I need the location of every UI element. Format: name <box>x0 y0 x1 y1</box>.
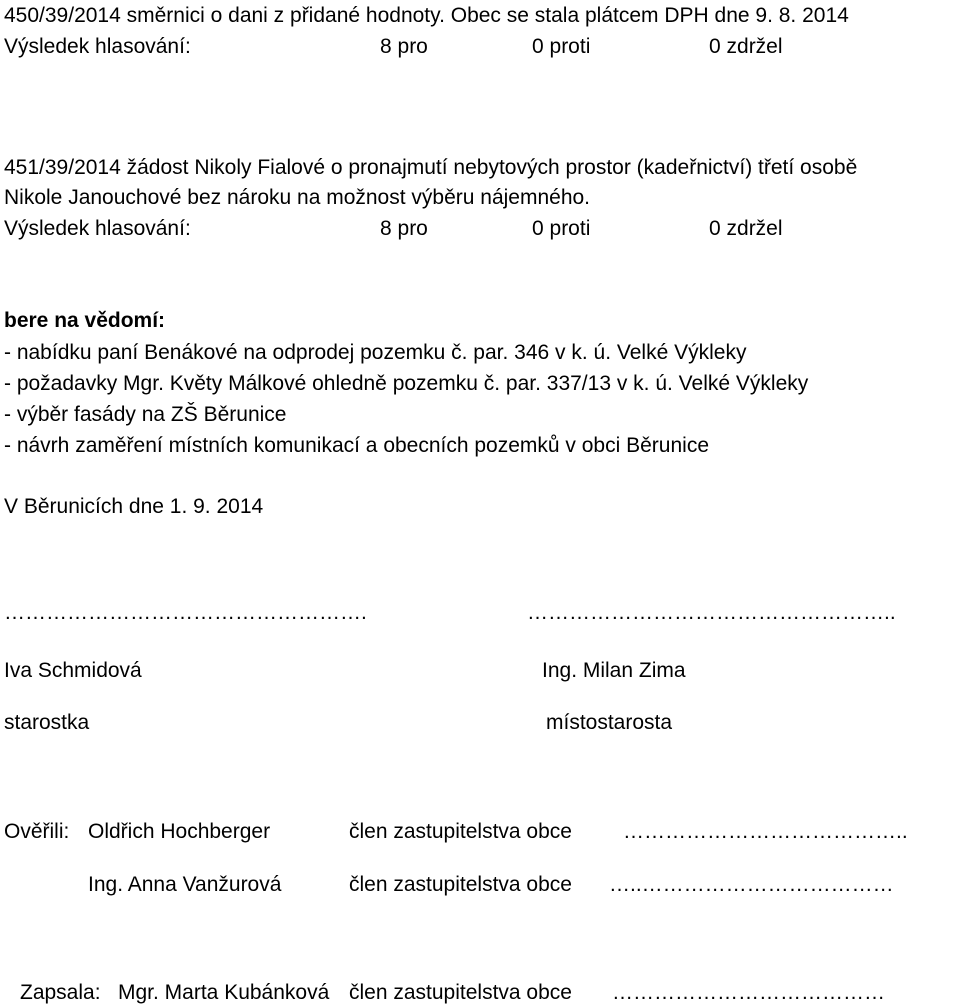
place-date: V Běrunicích dne 1. 9. 2014 <box>4 495 264 518</box>
vote-zdrzel: 0 zdržel <box>709 217 783 240</box>
noted-item: - návrh zaměření místních komunikací a obecních pozemků v obci Běrunice <box>4 434 709 457</box>
verifier-role: člen zastupitelstva obce <box>349 873 572 896</box>
signatory-name-left: Iva Schmidová <box>4 659 142 682</box>
vote-zdrzel: 0 zdržel <box>709 35 783 58</box>
signatory-role-right: místostarosta <box>546 711 673 734</box>
resolution-451-line2: Nikole Janouchové bez nároku na možnost výběru nájemného. <box>4 186 591 209</box>
recorder-name: Mgr. Marta Kubánková <box>118 981 330 1004</box>
noted-heading: bere na vědomí: <box>4 309 166 332</box>
verifier-signature-line: …..……………………………… <box>609 873 894 896</box>
vote-proti: 0 proti <box>532 35 591 58</box>
vote-pro: 8 pro <box>380 35 428 58</box>
vote-pro: 8 pro <box>380 217 428 240</box>
signatory-role-left: starostka <box>4 711 90 734</box>
signatory-name-right: Ing. Milan Zima <box>542 659 686 682</box>
noted-item: - nabídku paní Benákové na odprodej pozemku č. par. 346 v k. ú. Velké Výkleky <box>4 341 747 364</box>
signature-line-right: …………………………………………….. <box>527 601 896 624</box>
resolution-450-text: 450/39/2014 směrnici o dani z přidané hodnoty. Obec se stala plátcem DPH dne 9. 8. 2014 <box>4 4 849 27</box>
verifier-role: člen zastupitelstva obce <box>349 820 572 843</box>
recorder-label: Zapsala: <box>20 981 101 1004</box>
recorder-role: člen zastupitelstva obce <box>349 981 572 1004</box>
noted-item: - výběr fasády na ZŠ Běrunice <box>4 403 287 426</box>
verifier-signature-line: ………………………………….. <box>623 820 908 843</box>
verifier-name: Ing. Anna Vanžurová <box>88 873 282 896</box>
recorder-signature-line: ………………………………… <box>612 981 885 1004</box>
vote-proti: 0 proti <box>532 217 591 240</box>
noted-item: - požadavky Mgr. Květy Málkové ohledně pozemku č. par. 337/13 v k. ú. Velké Výkleky <box>4 372 809 395</box>
verifier-name: Oldřich Hochberger <box>88 820 271 843</box>
resolution-451-line1: 451/39/2014 žádost Nikoly Fialové o pronajmutí nebytových prostor (kadeřnictví) třetí osobě <box>4 156 858 179</box>
verifiers-label: Ověřili: <box>4 820 70 843</box>
vote-label: Výsledek hlasování: <box>4 35 191 58</box>
vote-label: Výsledek hlasování: <box>4 217 191 240</box>
signature-line-left: ……………………………………………. <box>4 601 367 624</box>
